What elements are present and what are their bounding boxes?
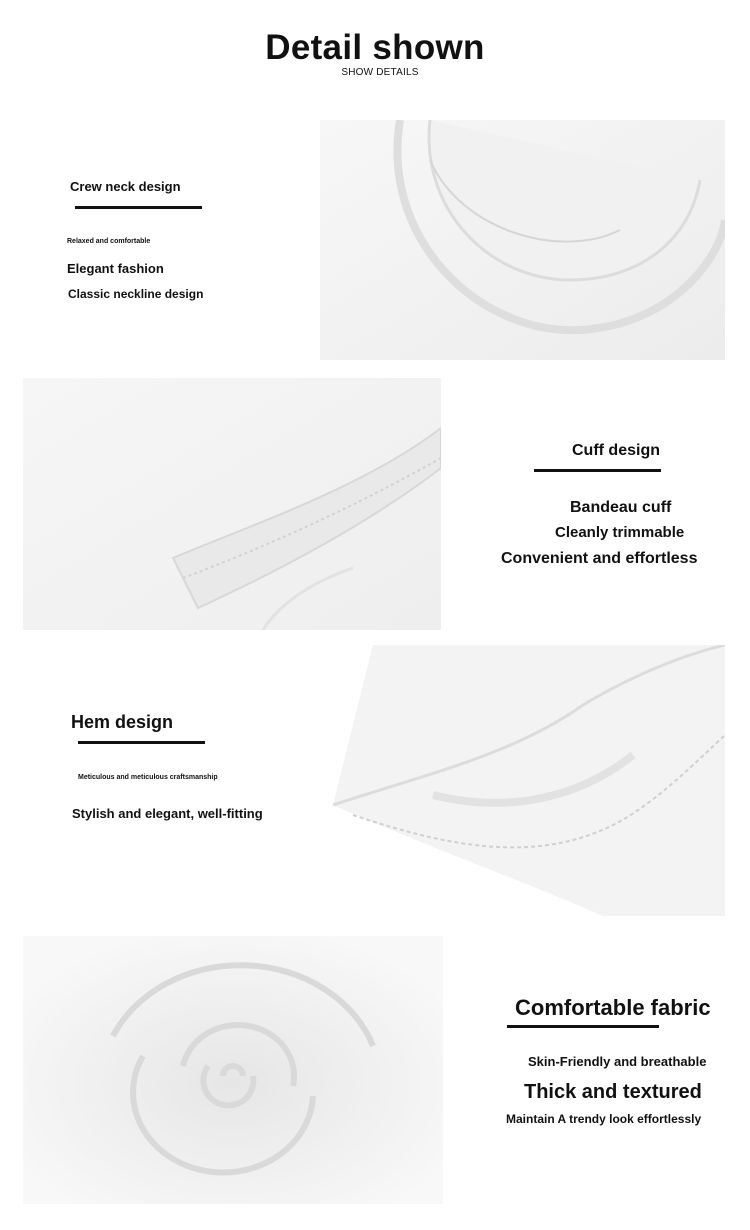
crew-neck-line-2: Elegant fashion — [67, 261, 164, 276]
neckline-photo — [320, 120, 725, 360]
hem-line-2: Stylish and elegant, well-fitting — [72, 806, 263, 821]
hem-divider — [78, 741, 205, 744]
cuff-line-3: Convenient and effortless — [501, 550, 698, 567]
crew-neck-line-3: Classic neckline design — [68, 287, 204, 301]
crew-neck-line-1: Relaxed and comfortable — [67, 238, 151, 245]
hem-photo — [333, 645, 725, 916]
page-title: Detail shown — [265, 28, 485, 67]
page-subtitle: SHOW DETAILS — [341, 67, 419, 78]
hem-heading: Hem design — [71, 712, 174, 732]
fabric-line-2: Thick and textured — [524, 1081, 702, 1103]
hem-line-1: Meticulous and meticulous craftsmanship — [78, 774, 218, 781]
crew-neck-divider — [75, 206, 202, 209]
cuff-line-1: Bandeau cuff — [570, 499, 672, 516]
fabric-line-1: Skin-Friendly and breathable — [528, 1054, 707, 1069]
fabric-line-3: Maintain A trendy look effortlessly — [506, 1112, 702, 1126]
cuff-heading: Cuff design — [572, 442, 660, 459]
cuff-line-2: Cleanly trimmable — [555, 524, 685, 541]
fabric-heading: Comfortable fabric — [515, 995, 711, 1020]
fabric-swirl-photo — [23, 936, 443, 1204]
cuff-divider — [534, 469, 661, 472]
fabric-divider — [507, 1025, 659, 1028]
sleeve-cuff-photo — [23, 378, 441, 630]
crew-neck-heading: Crew neck design — [70, 179, 181, 194]
